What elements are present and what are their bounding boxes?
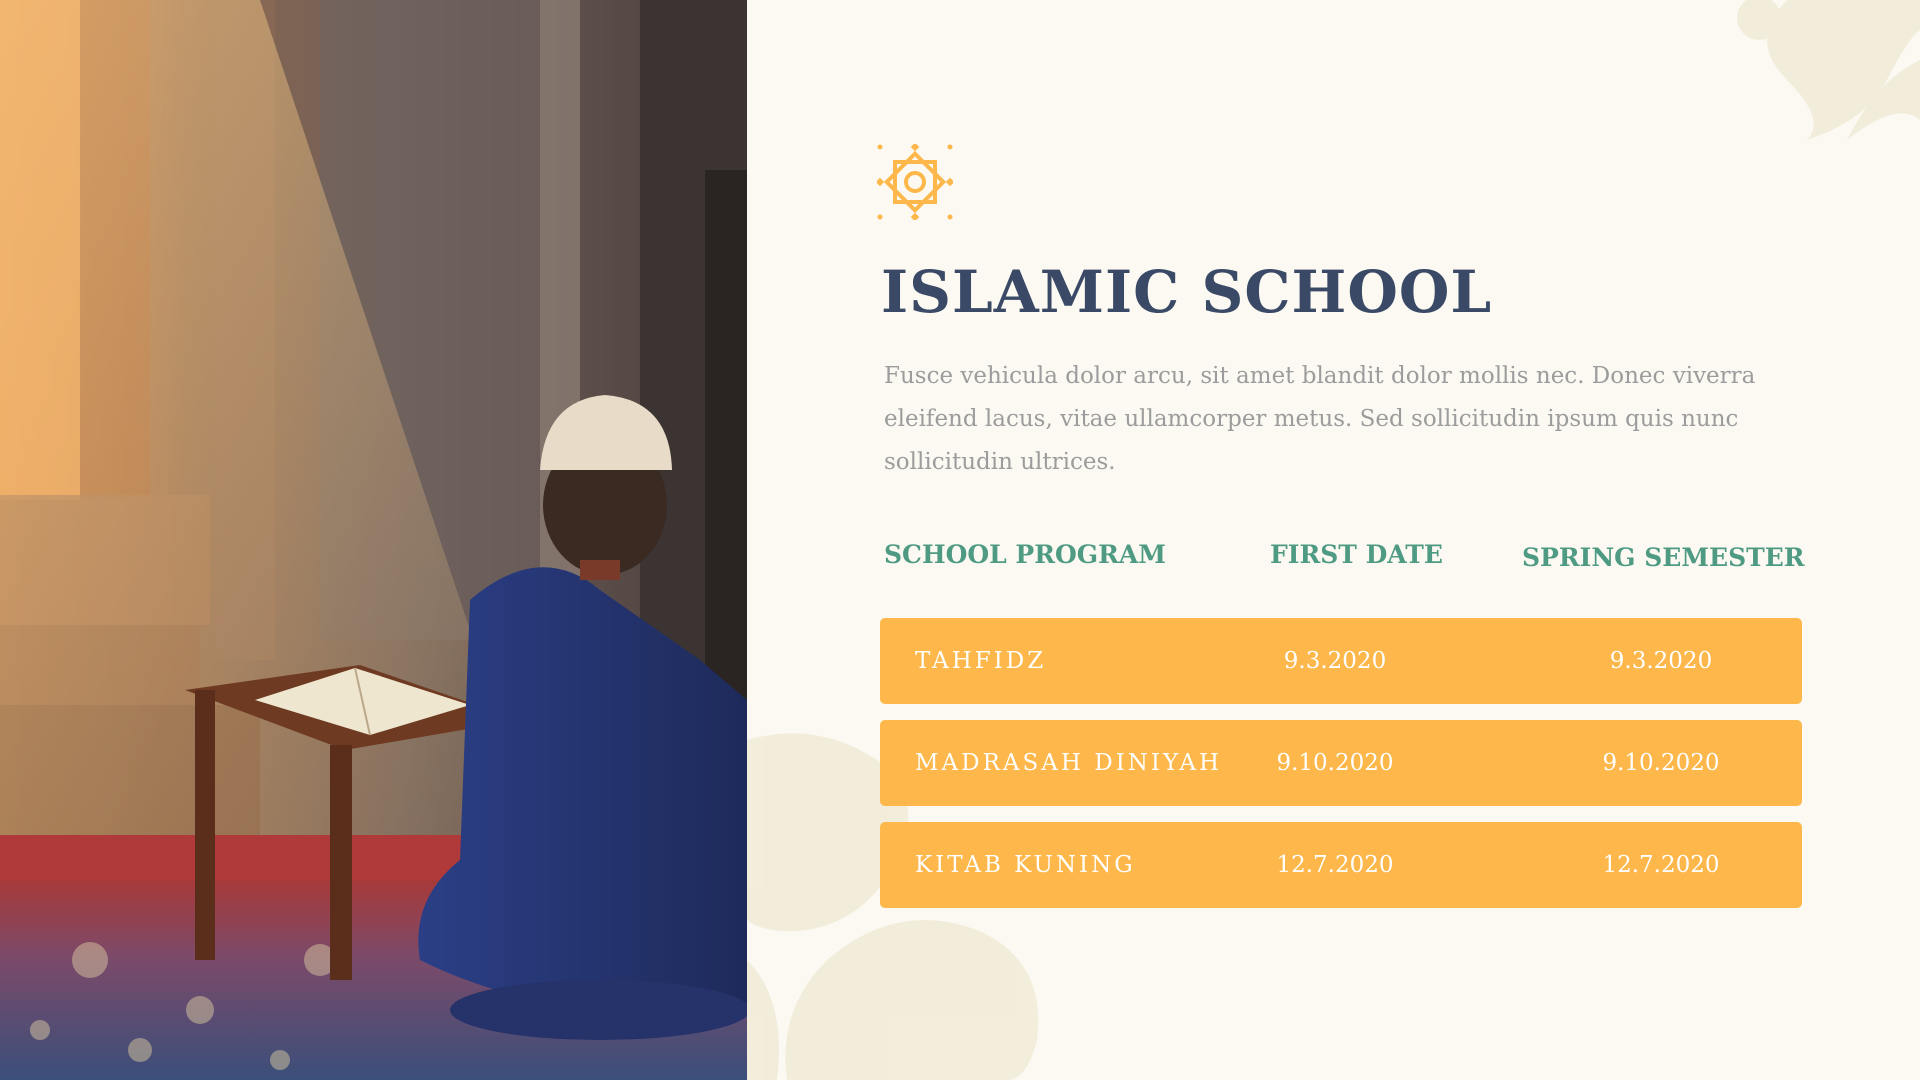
program-name: TAHFIDZ: [915, 648, 1047, 674]
table-row: [880, 720, 1802, 806]
first-date-value: 9.10.2020: [1276, 750, 1394, 776]
header-school-program: SCHOOL PROGRAM: [884, 540, 1166, 569]
first-date-value: 9.3.2020: [1283, 648, 1387, 674]
spring-semester-value: 12.7.2020: [1602, 852, 1720, 878]
boy-reading-quran-photo: [0, 0, 747, 1080]
program-name: MADRASAH DINIYAH: [915, 750, 1223, 776]
program-name: KITAB KUNING: [915, 852, 1136, 878]
page-title: ISLAMIC SCHOOL: [881, 258, 1493, 326]
header-first-date: FIRST DATE: [1270, 540, 1443, 569]
table-row: [880, 618, 1802, 704]
spring-semester-value: 9.10.2020: [1602, 750, 1720, 776]
eight-point-star-emblem-icon: [877, 144, 953, 220]
description-text: Fusce vehicula dolor arcu, sit amet blandit dolor mollis nec. Donec viverra eleifend lacus, vitae ullamcorper metus. Sed sollicitudin ipsum quis nunc sollicitudin ultrices.: [884, 363, 1756, 475]
header-spring-semester: SPRING SEMESTER: [1522, 543, 1805, 572]
hero-photo: [0, 0, 747, 1080]
first-date-value: 12.7.2020: [1276, 852, 1394, 878]
table-row: [880, 822, 1802, 908]
spring-semester-value: 9.3.2020: [1609, 648, 1713, 674]
content-panel: [747, 0, 1920, 1080]
